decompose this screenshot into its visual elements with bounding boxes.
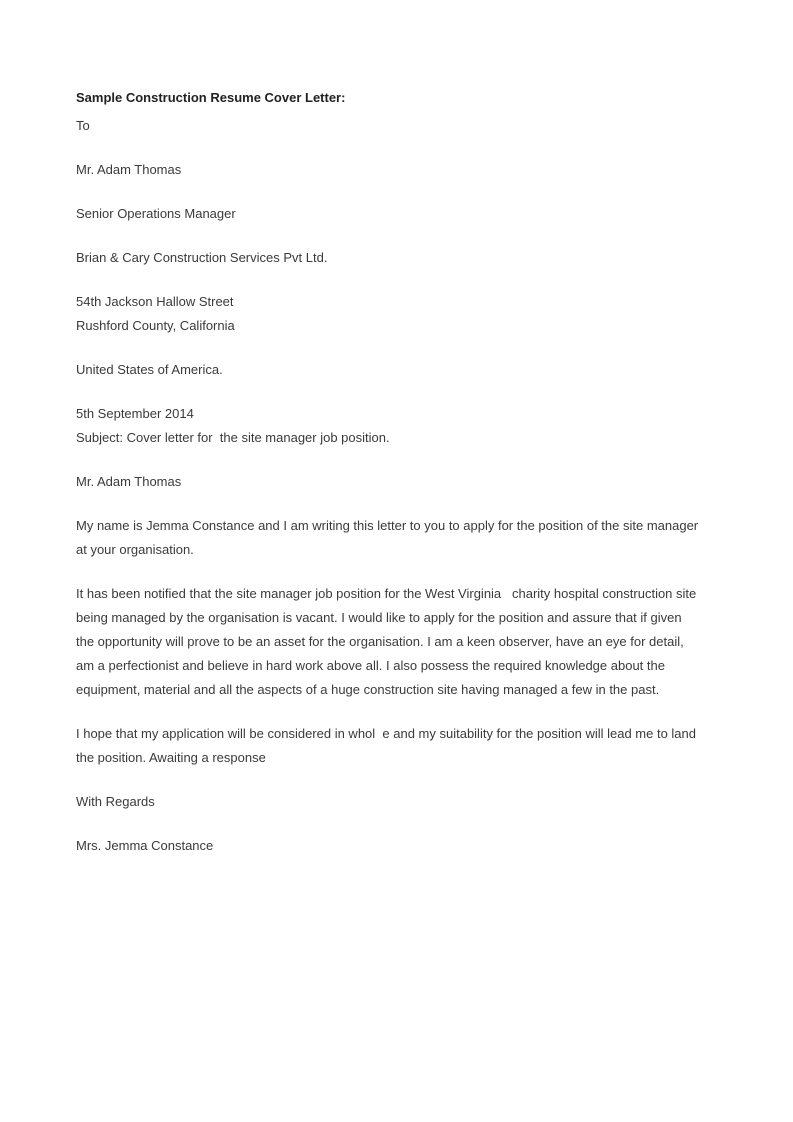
paragraph-line: at your organisation.	[76, 542, 194, 557]
cover-letter	[76, 86, 716, 878]
letter-subject: Subject: Cover letter for the site manager job position.	[76, 430, 390, 445]
recipient-name-block	[76, 158, 716, 182]
greeting: Mr. Adam Thomas	[76, 474, 182, 489]
recipient-company: Brian & Cary Construction Services Pvt Ltd.	[76, 250, 328, 265]
body-paragraph-1	[76, 514, 716, 562]
paragraph-line: equipment, material and all the aspects of a huge construction site having managed a few in the past.	[76, 682, 660, 697]
paragraph-line: the position. Awaiting a response	[76, 750, 266, 765]
recipient-country: United States of America.	[76, 362, 223, 377]
paragraph-line: My name is Jemma Constance and I am writing this letter to you to apply for the position of the site manager	[76, 518, 699, 533]
to-line	[76, 114, 716, 138]
greeting-block	[76, 470, 716, 494]
letter-date: 5th September 2014	[76, 406, 194, 421]
salutation-to: To	[76, 118, 90, 133]
recipient-address	[76, 290, 716, 338]
recipient-position-block	[76, 202, 716, 226]
recipient-name: Mr. Adam Thomas	[76, 162, 182, 177]
paragraph-line: am a perfectionist and believe in hard work above all. I also possess the required knowledge about the	[76, 658, 665, 673]
recipient-country-block	[76, 358, 716, 382]
closing-block	[76, 790, 716, 814]
document-title: Sample Construction Resume Cover Letter:	[76, 90, 346, 105]
paragraph-line: being managed by the organisation is vacant. I would like to apply for the position and assure that if given	[76, 610, 682, 625]
recipient-position: Senior Operations Manager	[76, 206, 236, 221]
paragraph-line: It has been notified that the site manager job position for the West Virginia charity hospital construction site	[76, 586, 697, 601]
date-subject-block	[76, 402, 716, 450]
closing: With Regards	[76, 794, 155, 809]
paragraph-line: I hope that my application will be considered in whol e and my suitability for the position will lead me to land	[76, 726, 697, 741]
address-line-1: 54th Jackson Hallow Street	[76, 294, 234, 309]
body-paragraph-2	[76, 582, 716, 702]
paragraph-line: the opportunity will prove to be an asset for the organisation. I am a keen observer, have an eye for detail,	[76, 634, 684, 649]
signature-name: Mrs. Jemma Constance	[76, 838, 214, 853]
recipient-company-block	[76, 246, 716, 270]
body-paragraph-3	[76, 722, 716, 770]
address-line-2: Rushford County, California	[76, 318, 235, 333]
signature-block	[76, 834, 716, 858]
